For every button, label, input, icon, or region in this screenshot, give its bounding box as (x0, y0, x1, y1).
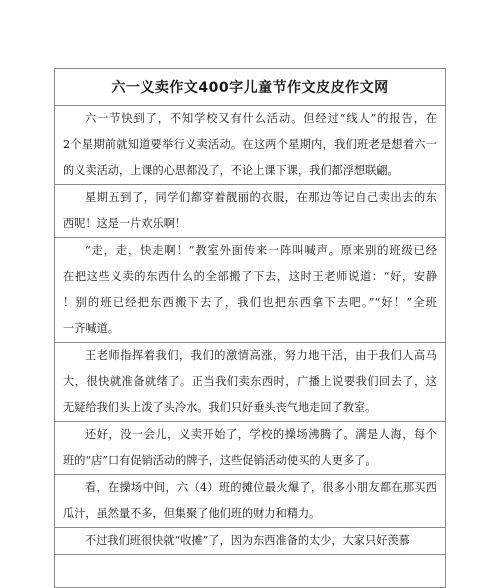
paragraph-cell (55, 106, 445, 185)
paragraph-cell (55, 528, 445, 555)
paragraph-line: 不过我们班很快就“收摊”了，因为东西准备的太少，大家只好羡慕 (85, 534, 410, 547)
paragraph-line: 班的“店”口有促销活动的牌子，这些促销活动使买的人更多了。 (63, 454, 377, 467)
paragraph-line: ！别的班已经把东西搬下去了，我们也把东西拿下去吧。”“好！”全班 (63, 296, 437, 309)
paragraph-line: 的义卖活动，上课的心思都没了，不论上课下课，我们都浮想联翩。 (63, 164, 399, 177)
paragraph-line: 在把这些义卖的东西什么的全部搬了下去，这时王老师说道：“好，安静 (63, 270, 437, 283)
paragraph-line: 大，很快就准备就绪了。正当我们卖东西时，广播上说要我们回去了，这 (63, 375, 437, 388)
paragraph-line: 无疑给我们头上泼了头冷水。我们只好垂头丧气地走回了教室。 (63, 401, 377, 414)
paragraph-line: “走，走，快走啊！”教室外面传来一阵叫喊声。原来别的班级已经 (85, 244, 437, 257)
document-body (55, 106, 445, 555)
paragraph-line: 看，在操场中间，六（4）班的摊位最火爆了，很多小朋友都在那买西 (85, 481, 437, 494)
title-row (55, 69, 445, 106)
paragraph-cell (55, 422, 445, 475)
paragraph-line: 瓜汁，虽然量不多，但集聚了他们班的财力和精力。 (63, 507, 321, 520)
paragraph-line: 西呢！这是一片欢乐啊！ (63, 217, 187, 230)
paragraph-line: 2个星期前就知道要举行义卖活动。在这两个星期内，我们班老是想着六一 (63, 138, 437, 151)
paragraph-line: 星期五到了，同学们都穿着靓丽的衣服，在那边等记自己卖出去的东 (85, 191, 437, 204)
paragraph-line: 王老师指挥着我们，我们的激情高涨，努力地干活，由于我们人高马 (85, 349, 437, 362)
paragraph-cell (55, 185, 445, 238)
document-table (54, 68, 446, 588)
paragraph-cell (55, 343, 445, 422)
document-title: 六一义卖作文400字儿童节作文皮皮作文网 (111, 80, 389, 96)
paragraph-line: 六一节快到了，不知学校又有什么活动。但经过“线人”的报告，在 (85, 112, 437, 125)
paragraph-cell (55, 238, 445, 343)
paragraph-line: 还好，没一会儿，义卖开始了，学校的操场沸腾了。满是人海，每个 (85, 428, 437, 441)
paragraph-line: 一齐喊道。 (63, 322, 119, 335)
paragraph-cell (55, 475, 445, 528)
